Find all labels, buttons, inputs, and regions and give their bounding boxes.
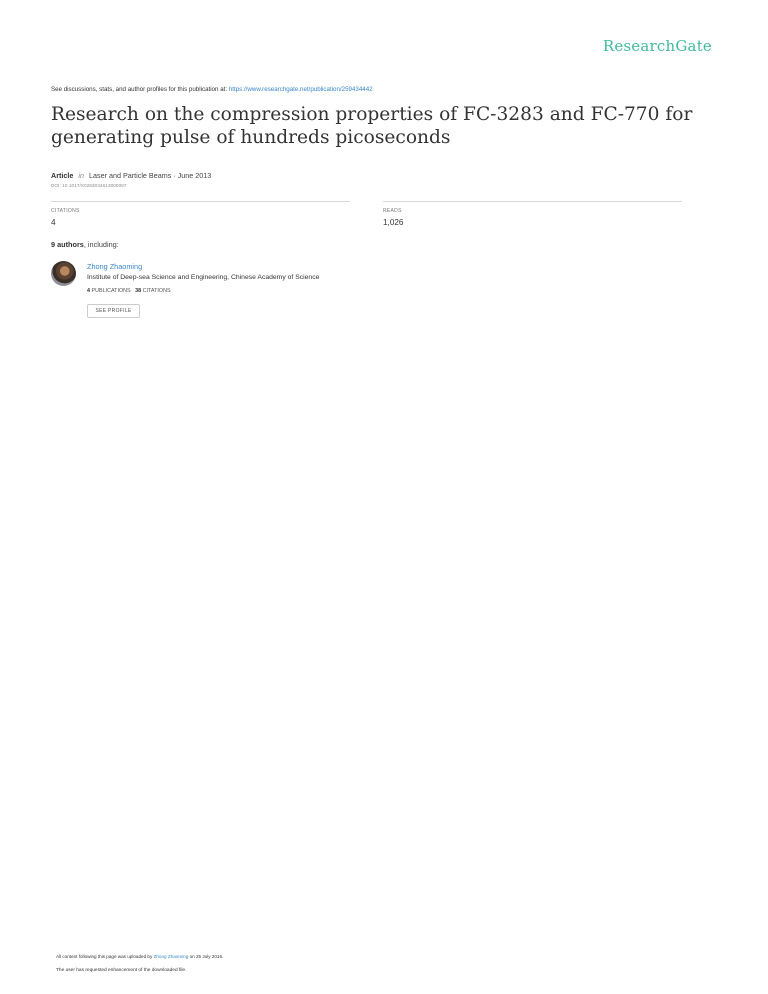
upload-suffix: on 25 July 2016.: [188, 954, 224, 959]
author-publications-count: 4: [87, 288, 90, 294]
citations-divider: [51, 201, 350, 202]
reads-label: READS: [383, 208, 402, 214]
citations-label: CITATIONS: [51, 208, 80, 214]
discussions-line: [51, 86, 373, 93]
enhancement-note: The user has requested enhancement of the downloaded file.: [56, 968, 187, 973]
author-publications-label: PUBLICATIONS: [91, 288, 131, 294]
see-profile-button[interactable]: SEE PROFILE: [87, 304, 140, 318]
citations-value: 4: [51, 218, 56, 227]
upload-note: [56, 954, 223, 959]
author-citations-count: 38: [135, 288, 142, 294]
author-name-link[interactable]: Zhong Zhaoming: [87, 262, 143, 271]
article-meta: [51, 171, 211, 180]
publication-link[interactable]: https://www.researchgate.net/publication/259434442: [228, 86, 373, 93]
researchgate-logo[interactable]: ResearchGate: [602, 37, 712, 55]
uploader-link[interactable]: Zhong Zhaoming: [153, 954, 189, 959]
reads-value: 1,026: [383, 218, 404, 227]
article-type: Article: [51, 171, 74, 180]
article-title: Research on the compression properties of FC-3283 and FC-770 for generating pulse of hundreds picoseconds: [51, 104, 693, 148]
article-doi[interactable]: DOI: 10.1017/S0263034613000097: [51, 183, 127, 188]
upload-prefix: All content following this page was uploaded by: [56, 954, 154, 959]
journal-date[interactable]: Laser and Particle Beams · June 2013: [88, 171, 212, 180]
reads-divider: [383, 201, 682, 202]
authors-summary: [51, 240, 119, 249]
author-affiliation: Institute of Deep-sea Science and Engineering, Chinese Academy of Science: [87, 274, 320, 281]
author-counts: [87, 288, 171, 294]
discussions-text: See discussions, stats, and author profiles for this publication at:: [51, 86, 229, 93]
author-citations-label: CITATIONS: [142, 288, 171, 294]
author-avatar[interactable]: [51, 261, 76, 286]
authors-count: 9 authors: [51, 240, 84, 249]
in-label: in: [78, 171, 84, 180]
authors-including: , including:: [83, 240, 119, 249]
